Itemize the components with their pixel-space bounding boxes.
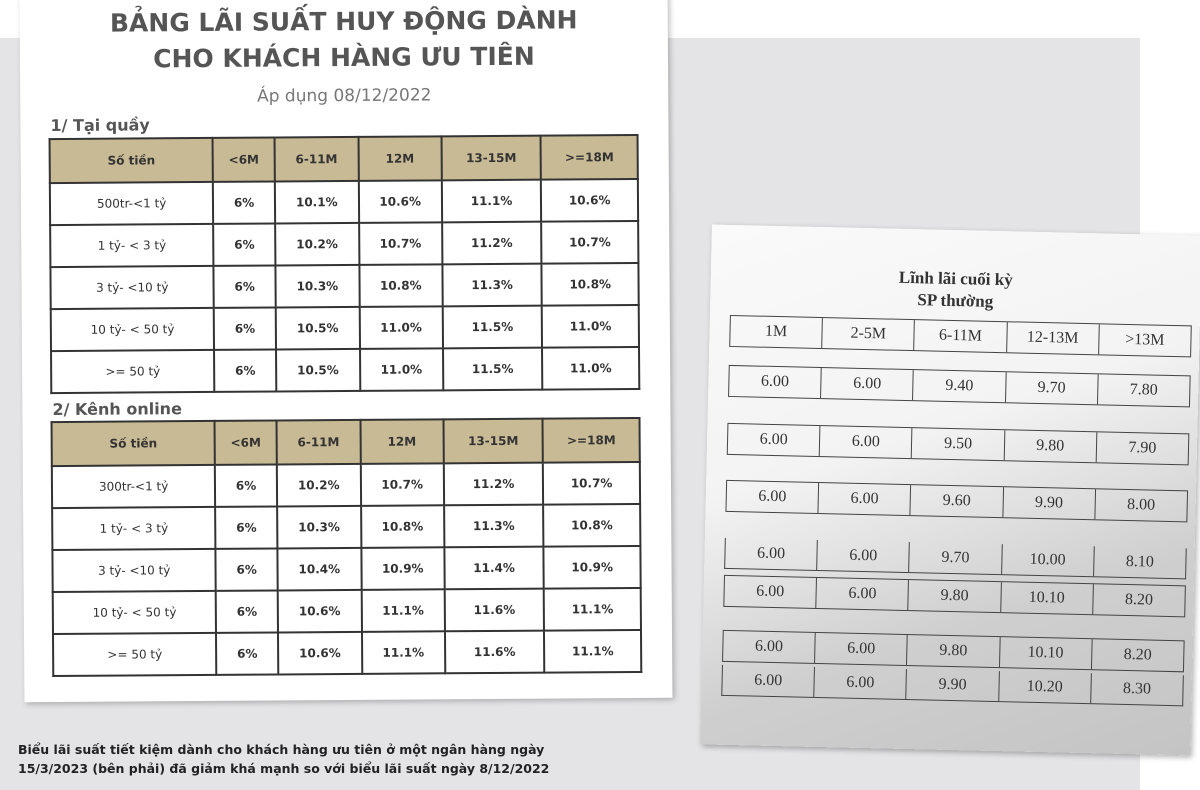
- rate-cell: 10.10: [1001, 582, 1094, 614]
- rate-cell: 10.7%: [543, 462, 640, 505]
- rate-cell: 6.00: [728, 424, 821, 456]
- rate-cell: 10.9%: [361, 547, 444, 590]
- rate-cell: 11.5%: [443, 348, 543, 391]
- rate-cell: 11.6%: [444, 589, 544, 632]
- rate-cell: 6%: [213, 181, 275, 223]
- rate-cell: 10.3%: [275, 265, 359, 308]
- rate-cell: 11.1%: [442, 180, 542, 223]
- rate-cell: 10.5%: [276, 307, 360, 350]
- column-header: >13M: [1125, 330, 1165, 349]
- rate-cell: 10.9%: [544, 546, 641, 589]
- column-header: Số tiền: [50, 138, 214, 183]
- rate-cell: 6%: [215, 506, 277, 548]
- column-header: 1M: [730, 316, 823, 348]
- column-header: <6M: [213, 137, 275, 181]
- rate-cell: 6.00: [729, 366, 822, 398]
- rate-cell: 11.5%: [442, 306, 542, 349]
- rate-cell: 9.90: [1003, 487, 1096, 519]
- rate-cell: 10.6%: [541, 179, 638, 222]
- rate-cell: 11.6%: [445, 631, 545, 674]
- rate-cell: 6%: [216, 548, 278, 590]
- rate-cell: 9.60: [911, 485, 1004, 517]
- rate-cell: 9.80: [1004, 430, 1097, 462]
- rate-cell: 10.8%: [542, 263, 639, 306]
- rate-cell: 11.3%: [442, 264, 542, 307]
- rate-cell: 11.1%: [544, 630, 641, 673]
- rate-cell: 10.8%: [361, 505, 444, 548]
- rate-cell: 6.00: [816, 578, 909, 610]
- amount-cell: >= 50 tỷ: [53, 633, 217, 676]
- rate-cell: 9.80: [907, 635, 1000, 667]
- rate-cell: 10.20: [999, 671, 1092, 703]
- right-title: [710, 262, 1200, 317]
- rate-cell: 7.80: [1129, 381, 1158, 399]
- rate-cell: 10.3%: [277, 506, 361, 549]
- rate-cell: 7.90: [1128, 439, 1157, 457]
- rate-cell: 11.3%: [444, 505, 544, 548]
- table-row: [51, 305, 639, 351]
- caption-line1: Biểu lãi suất tiết kiệm dành cho khách hàng ưu tiên ở một ngân hàng ngày: [18, 742, 545, 757]
- counter-rate-table: [49, 134, 641, 394]
- rate-cell: 10.7%: [360, 463, 443, 506]
- rate-cell: 6%: [214, 307, 276, 349]
- rate-cell: 9.90: [907, 669, 1000, 701]
- table-row: [53, 630, 641, 676]
- rate-cell: 10.00: [1002, 544, 1095, 576]
- rate-cell: 8.20: [1124, 590, 1154, 609]
- rate-cell: 9.50: [912, 428, 1005, 460]
- rate-cell: 11.1%: [361, 589, 444, 632]
- rate-cell: 9.80: [909, 580, 1002, 612]
- table-row: [727, 423, 1190, 465]
- table-row: [53, 588, 641, 634]
- rate-cell: 6.00: [815, 633, 908, 665]
- column-header: 13-15M: [441, 136, 541, 181]
- table-row: [52, 546, 640, 592]
- rate-cell: 11.0%: [359, 306, 442, 349]
- table-row: [50, 263, 638, 309]
- rate-cell: 6.00: [817, 540, 910, 572]
- rate-cell: 8.30: [1122, 679, 1152, 698]
- rate-cell: 10.2%: [277, 464, 361, 507]
- column-header: 13-15M: [443, 419, 543, 464]
- rate-cell: 6%: [214, 265, 276, 307]
- column-header: 6-11M: [276, 420, 360, 465]
- rate-cell: 11.1%: [544, 588, 641, 631]
- rate-cell: 10.7%: [541, 221, 638, 264]
- rate-cell: 6%: [215, 464, 277, 506]
- column-header: 6-11M: [915, 320, 1008, 352]
- rate-cell: 10.6%: [358, 180, 441, 223]
- rate-cell: 10.4%: [277, 548, 361, 591]
- column-header: 12M: [360, 419, 443, 464]
- rate-cell: 11.4%: [444, 547, 544, 590]
- rate-cell: 8.00: [1126, 496, 1156, 514]
- amount-cell: 10 tỷ- < 50 tỷ: [51, 308, 215, 351]
- rate-cell: 6.00: [820, 426, 913, 458]
- rate-cell: 6.00: [814, 667, 907, 699]
- column-header: >=18M: [543, 418, 640, 463]
- rate-cell: 8.20: [1123, 645, 1152, 664]
- rate-cell: 6.00: [723, 631, 816, 663]
- table-row: [51, 347, 639, 393]
- rate-cell: 9.40: [913, 370, 1006, 402]
- rate-table-document-2023: [700, 225, 1200, 756]
- rate-table-document-2022: [20, 0, 673, 702]
- rate-cell: 10.6%: [278, 590, 362, 633]
- column-header: 6-11M: [274, 137, 358, 182]
- rate-cell: 10.6%: [278, 632, 362, 675]
- doc-title-line1: BẢNG LÃI SUẤT HUY ĐỘNG DÀNH: [109, 5, 578, 38]
- rate-cell: 10.1%: [275, 181, 359, 224]
- online-rate-table: [51, 417, 643, 677]
- rate-cell: 6.00: [726, 481, 819, 513]
- rate-cell: 8.10: [1125, 552, 1155, 571]
- column-header: 12-13M: [1007, 322, 1100, 354]
- rate-cell: 6.00: [821, 368, 914, 400]
- column-header: 2-5M: [822, 318, 915, 350]
- amount-cell: 1 tỷ- < 3 tỷ: [52, 507, 216, 550]
- right-title-line2: SP thường: [917, 290, 994, 311]
- doc-title-line2: CHO KHÁCH HÀNG ƯU TIÊN: [153, 41, 535, 74]
- column-header: >=18M: [541, 135, 638, 180]
- column-header: <6M: [215, 420, 277, 464]
- rate-cell: 6.00: [724, 576, 817, 608]
- header-row: [50, 135, 638, 183]
- table-row: [52, 462, 640, 508]
- rate-cell: 6%: [213, 223, 275, 265]
- right-title-line1: Lĩnh lãi cuối kỳ: [898, 267, 1013, 290]
- rate-cell: 6.00: [722, 665, 815, 697]
- rate-cell: 10.8%: [359, 264, 442, 307]
- amount-cell: 300tr-<1 tỷ: [52, 465, 216, 508]
- rate-cell: 6.00: [725, 538, 818, 570]
- header-row: [52, 418, 640, 466]
- image-caption: [18, 740, 549, 778]
- rate-cell: 10.8%: [543, 504, 640, 547]
- column-header: Số tiền: [52, 421, 216, 466]
- rate-cell: 11.0%: [360, 348, 443, 391]
- doc-subtitle: Áp dụng 08/12/2022: [257, 85, 432, 107]
- rate-cell: 6%: [214, 349, 276, 391]
- table-row: [50, 221, 638, 267]
- table-row: [723, 575, 1186, 617]
- rate-cell: 10.2%: [275, 223, 359, 266]
- amount-cell: 10 tỷ- < 50 tỷ: [53, 591, 217, 634]
- rate-cell: 10.7%: [359, 222, 442, 265]
- table-row: [721, 665, 1184, 706]
- rate-cell: 10.5%: [276, 349, 360, 392]
- amount-cell: 1 tỷ- < 3 tỷ: [50, 224, 214, 267]
- amount-cell: 3 tỷ- <10 tỷ: [52, 549, 216, 592]
- table-row: [725, 480, 1188, 522]
- amount-cell: 500tr-<1 tỷ: [50, 182, 214, 225]
- section-counter: 1/ Tại quầy: [50, 115, 150, 136]
- rate-cell: 11.0%: [542, 305, 639, 348]
- rate-cell: 6%: [216, 590, 278, 632]
- section-online: 2/ Kênh online: [52, 399, 182, 420]
- rate-cell: 10.10: [1000, 637, 1093, 669]
- amount-cell: >= 50 tỷ: [51, 350, 215, 393]
- column-header: 12M: [358, 136, 441, 181]
- table-row: [52, 504, 640, 550]
- table-row: [728, 365, 1191, 407]
- header-row: [729, 315, 1192, 357]
- rate-cell: 9.70: [910, 542, 1003, 574]
- amount-cell: 3 tỷ- <10 tỷ: [50, 266, 214, 309]
- table-row: [50, 179, 638, 225]
- caption-line2: 15/3/2023 (bên phải) đã giảm khá mạnh so với biểu lãi suất ngày 8/12/2022: [18, 761, 550, 776]
- rate-cell: 9.70: [1006, 372, 1099, 404]
- rate-cell: 11.2%: [444, 463, 544, 506]
- rate-cell: 6.00: [819, 483, 912, 515]
- rate-cell: 6%: [216, 632, 278, 674]
- table-row: [724, 538, 1187, 579]
- rate-cell: 11.0%: [542, 347, 639, 390]
- rate-cell: 11.2%: [442, 222, 542, 265]
- rate-cell: 11.1%: [362, 631, 445, 674]
